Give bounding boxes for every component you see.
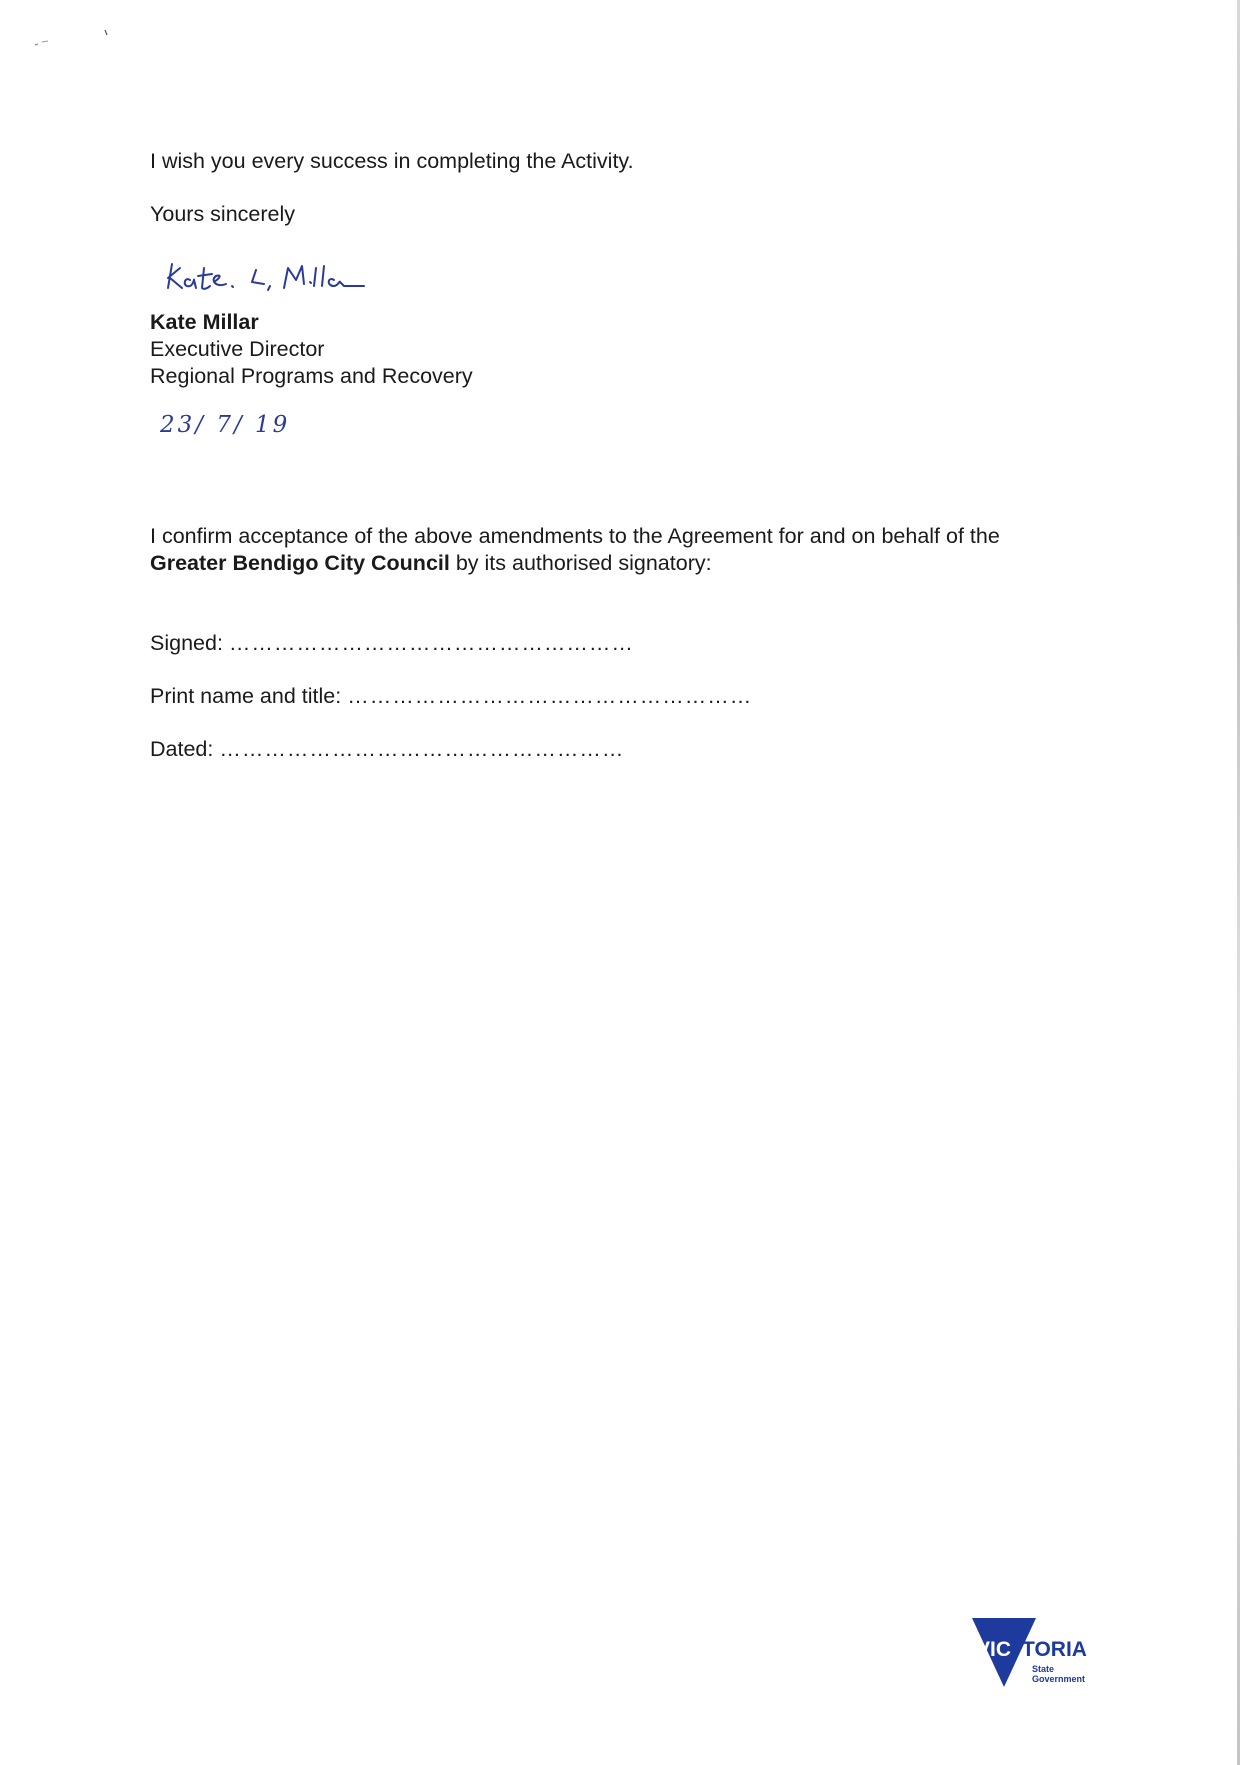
salutation: Yours sincerely xyxy=(150,202,295,226)
acceptance-line-2-rest: by its authorised signatory: xyxy=(449,551,712,575)
dated-dots: ……………………………………………… xyxy=(219,737,625,761)
signatory-name: Kate Millar xyxy=(150,310,259,334)
print-dots: ……………………………………………… xyxy=(347,684,753,708)
signed-dots: ……………………………………………… xyxy=(228,631,634,655)
logo-line-government: Government xyxy=(1032,1674,1086,1684)
print-label: Print name and title: xyxy=(150,684,342,708)
handwritten-signature xyxy=(160,258,370,298)
signed-line xyxy=(150,630,634,657)
print-name-line xyxy=(150,683,752,710)
victoria-triangle-icon xyxy=(970,1612,1105,1690)
victoria-state-government-logo xyxy=(970,1612,1105,1690)
dated-label: Dated: xyxy=(150,737,214,761)
closing-wish: I wish you every success in completing the Activity. xyxy=(150,149,634,173)
scan-specks xyxy=(30,25,120,55)
handwritten-date: 23/ 7/ 19 xyxy=(160,412,291,438)
acceptance-line-2 xyxy=(150,550,712,577)
signatory-title: Executive Director xyxy=(150,337,325,361)
logo-line-state: State xyxy=(1032,1664,1055,1674)
dated-line xyxy=(150,736,624,763)
council-name: Greater Bendigo City Council xyxy=(150,551,450,575)
signatory-unit: Regional Programs and Recovery xyxy=(150,364,473,388)
logo-brand-prefix: VIC xyxy=(976,1638,1012,1661)
logo-brand-suffix: TORIA xyxy=(1022,1638,1087,1661)
signed-label: Signed: xyxy=(150,631,223,655)
acceptance-line-1: I confirm acceptance of the above amendments to the Agreement for and on behalf of the xyxy=(150,524,1000,548)
